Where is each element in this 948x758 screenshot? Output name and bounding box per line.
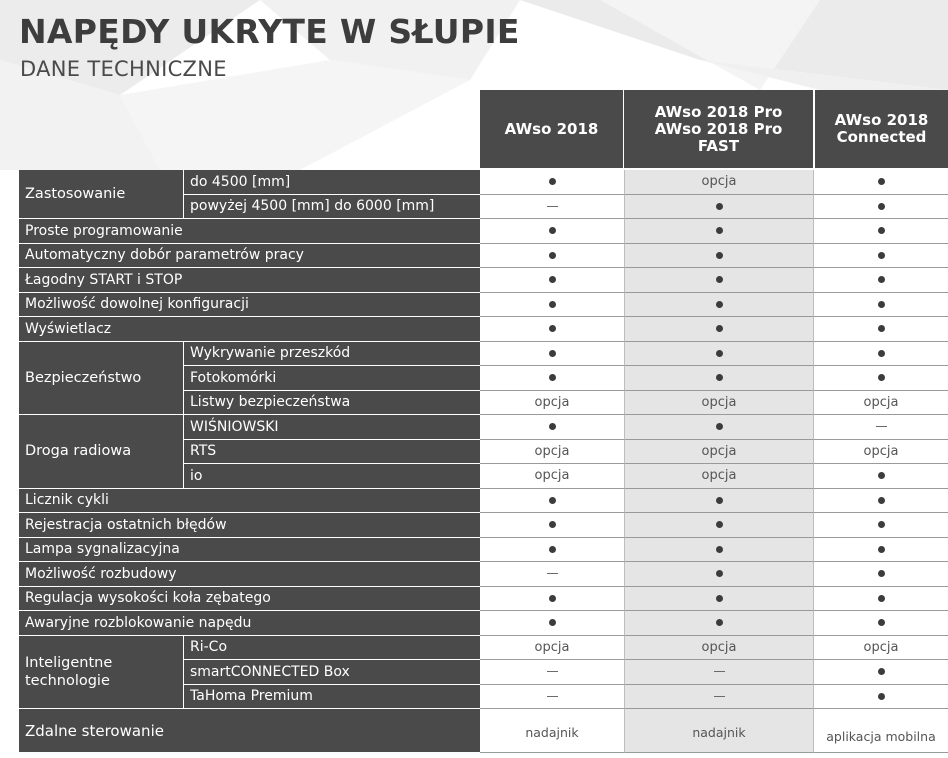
bullet-dot-icon [878,497,885,504]
row-value-cell [814,660,948,685]
row-label [19,219,480,244]
row-label-text: Możliwość rozbudowy [25,565,177,582]
row-sub-text: Fotokomórki [190,369,277,386]
bullet-dot-icon [549,619,556,626]
row-group-label [19,636,183,710]
row-value-cell [814,489,948,514]
page-title: NAPĘDY UKRYTE W SŁUPIE [19,12,520,51]
bullet-dot-icon [878,570,885,577]
row-value-cell [480,636,624,661]
value-text: opcja [863,394,899,410]
bullet-dot-icon [878,325,885,332]
bullet-dot-icon [716,203,723,210]
row-value-cell [814,587,948,612]
row-value-cell [480,415,624,440]
row-value-cell [624,244,814,269]
bullet-dot-icon [716,619,723,626]
bullet-dot-icon [716,350,723,357]
bullet-dot-icon [549,374,556,381]
row-value-cell [624,464,814,489]
dash-icon [876,426,887,427]
dash-icon [714,696,725,697]
row-value-cell [480,391,624,416]
value-text: aplikacja mobilna [826,729,936,744]
row-value-cell [814,538,948,563]
row-value-cell [624,538,814,563]
bullet-dot-icon [549,423,556,430]
bullet-dot-icon [716,521,723,528]
value-text: opcja [863,443,899,459]
row-sub-text: Ri-Co [190,639,228,656]
row-sub-text: Wykrywanie przeszkód [190,345,351,362]
row-value-cell [814,415,948,440]
value-text: opcja [701,394,737,410]
row-sub-text: io [190,467,203,484]
row-value-cell [480,170,624,195]
bullet-dot-icon [549,227,556,234]
row-value-cell [480,293,624,318]
dash-icon [547,206,558,207]
column-header-awso-2018-pro [624,90,813,168]
row-value-cell [480,244,624,269]
row-value-cell [480,317,624,342]
row-label-text: Regulacja wysokości koła zębatego [25,590,271,607]
row-value-cell [814,317,948,342]
row-value-cell [480,464,624,489]
bullet-dot-icon [549,178,556,185]
row-value-cell [814,342,948,367]
row-sub-label [183,170,480,195]
row-value-cell [814,464,948,489]
bullet-dot-icon [716,325,723,332]
row-label-text: Licznik cykli [25,492,109,509]
row-value-cell [624,415,814,440]
row-label-text: Lampa sygnalizacyjna [25,541,180,558]
row-label-text: Proste programowanie [25,222,183,239]
row-label-text: Wyświetlacz [25,320,112,337]
bullet-dot-icon [878,178,885,185]
bullet-dot-icon [716,546,723,553]
value-text: nadajnik [525,725,579,740]
row-label [19,513,480,538]
bullet-dot-icon [878,472,885,479]
row-sub-text: RTS [190,443,217,460]
bullet-dot-icon [878,276,885,283]
row-value-cell [624,219,814,244]
bullet-dot-icon [549,521,556,528]
row-value-cell [480,611,624,636]
bullet-dot-icon [716,570,723,577]
row-sub-text: TaHoma Premium [190,688,313,705]
bullet-dot-icon [878,301,885,308]
column-header-label: AWso 2018 [504,119,599,138]
row-value-cell [814,244,948,269]
row-value-cell [624,391,814,416]
bullet-dot-icon [549,350,556,357]
bullet-dot-icon [716,252,723,259]
row-group-text: Zastosowanie [25,186,126,202]
dash-icon [714,671,725,672]
row-label [19,538,480,563]
row-label [19,611,480,636]
value-text: opcja [534,443,570,459]
bullet-dot-icon [878,619,885,626]
bullet-dot-icon [878,203,885,210]
row-label-text: Awaryjne rozblokowanie napędu [25,614,252,631]
row-value-cell [480,342,624,367]
row-value-cell [624,366,814,391]
row-value-cell [480,709,624,753]
row-sub-label [183,391,480,416]
row-sub-label [183,660,480,685]
bullet-dot-icon [716,227,723,234]
row-value-cell [814,366,948,391]
row-sub-label [183,685,480,710]
row-value-cell [624,611,814,636]
row-group-text: Droga radiowa [25,443,132,460]
row-sub-text: WIŚNIOWSKI [190,418,279,435]
row-value-cell [624,587,814,612]
row-label-text: Możliwość dowolnej konfiguracji [25,296,249,313]
value-text: opcja [534,468,570,484]
row-group-text: Inteligentne technologie [25,654,113,689]
bullet-dot-icon [716,595,723,602]
row-value-cell [624,709,814,753]
row-value-cell [480,538,624,563]
bullet-dot-icon [549,546,556,553]
row-label [19,244,480,269]
value-text: opcja [701,639,737,655]
row-label [19,317,480,342]
row-label-text: Rejestracja ostatnich błędów [25,516,227,533]
column-header-awso-2018 [480,90,623,168]
value-text: nadajnik [692,725,746,740]
dash-icon [547,573,558,574]
row-sub-label [183,366,480,391]
row-value-cell [624,685,814,710]
row-label [19,489,480,514]
row-value-cell [624,513,814,538]
row-value-cell [624,562,814,587]
row-label [19,709,480,753]
row-value-cell [480,440,624,465]
bullet-dot-icon [878,595,885,602]
dash-icon [547,671,558,672]
row-value-cell [480,268,624,293]
row-label [19,562,480,587]
row-value-cell [624,342,814,367]
row-value-cell [624,636,814,661]
bullet-dot-icon [878,693,885,700]
column-header-label: AWso 2018 Connected [834,111,929,146]
bullet-dot-icon [549,497,556,504]
value-text: opcja [701,174,737,190]
bullet-dot-icon [549,301,556,308]
value-text: opcja [534,394,570,410]
row-value-cell [624,489,814,514]
row-value-cell [814,636,948,661]
row-value-cell [624,317,814,342]
bullet-dot-icon [878,546,885,553]
row-value-cell [814,195,948,220]
bullet-dot-icon [549,325,556,332]
row-value-cell [624,268,814,293]
row-sub-label [183,636,480,661]
bullet-dot-icon [716,276,723,283]
row-label [19,587,480,612]
row-value-cell [624,195,814,220]
column-header-awso-2018-connected [815,90,948,168]
row-value-cell [480,219,624,244]
row-sub-label [183,464,480,489]
row-label-text: Zdalne sterowanie [25,721,164,740]
row-value-cell [480,587,624,612]
row-value-cell [814,219,948,244]
bullet-dot-icon [716,423,723,430]
row-value-cell [624,293,814,318]
row-value-cell [814,611,948,636]
row-sub-label [183,195,480,220]
bullet-dot-icon [716,374,723,381]
row-value-cell [480,366,624,391]
row-sub-label [183,440,480,465]
row-value-cell [480,489,624,514]
row-label-text: Automatyczny dobór parametrów pracy [25,247,304,264]
bullet-dot-icon [716,301,723,308]
bullet-dot-icon [549,276,556,283]
row-label [19,268,480,293]
value-text: opcja [701,468,737,484]
row-value-cell [624,440,814,465]
row-value-cell [624,660,814,685]
bullet-dot-icon [878,227,885,234]
row-value-cell [624,170,814,195]
bullet-dot-icon [878,521,885,528]
row-sub-text: do 4500 [mm] [190,173,291,190]
row-value-cell [814,170,948,195]
value-text: opcja [701,443,737,459]
row-sub-label [183,342,480,367]
row-value-cell [480,513,624,538]
row-value-cell [814,513,948,538]
bullet-dot-icon [878,350,885,357]
row-value-cell [814,293,948,318]
bullet-dot-icon [878,374,885,381]
row-value-cell [480,195,624,220]
row-group-label [19,415,183,489]
row-group-label [19,342,183,416]
bullet-dot-icon [716,497,723,504]
row-label-text: Łagodny START i STOP [25,271,183,288]
row-group-text: Bezpieczeństwo [25,369,142,386]
row-value-cell [814,440,948,465]
bullet-dot-icon [549,252,556,259]
row-value-cell [480,685,624,710]
row-sub-text: Listwy bezpieczeństwa [190,394,351,411]
row-label [19,293,480,318]
header [19,12,520,82]
row-value-cell [814,709,948,753]
row-value-cell [814,562,948,587]
bullet-dot-icon [549,595,556,602]
page-subtitle: DANE TECHNICZNE [20,57,227,81]
row-sub-label [183,415,480,440]
row-value-cell [814,391,948,416]
row-sub-text: smartCONNECTED Box [190,663,350,680]
row-value-cell [814,685,948,710]
dash-icon [547,696,558,697]
column-header-label: AWso 2018 Pro AWso 2018 Pro FAST [654,102,783,155]
value-text: opcja [534,639,570,655]
row-value-cell [480,660,624,685]
row-group-label [19,170,183,219]
bullet-dot-icon [878,252,885,259]
row-value-cell [814,268,948,293]
row-value-cell [480,562,624,587]
bullet-dot-icon [878,668,885,675]
row-sub-text: powyżej 4500 [mm] do 6000 [mm] [190,198,435,215]
value-text: opcja [863,639,899,655]
